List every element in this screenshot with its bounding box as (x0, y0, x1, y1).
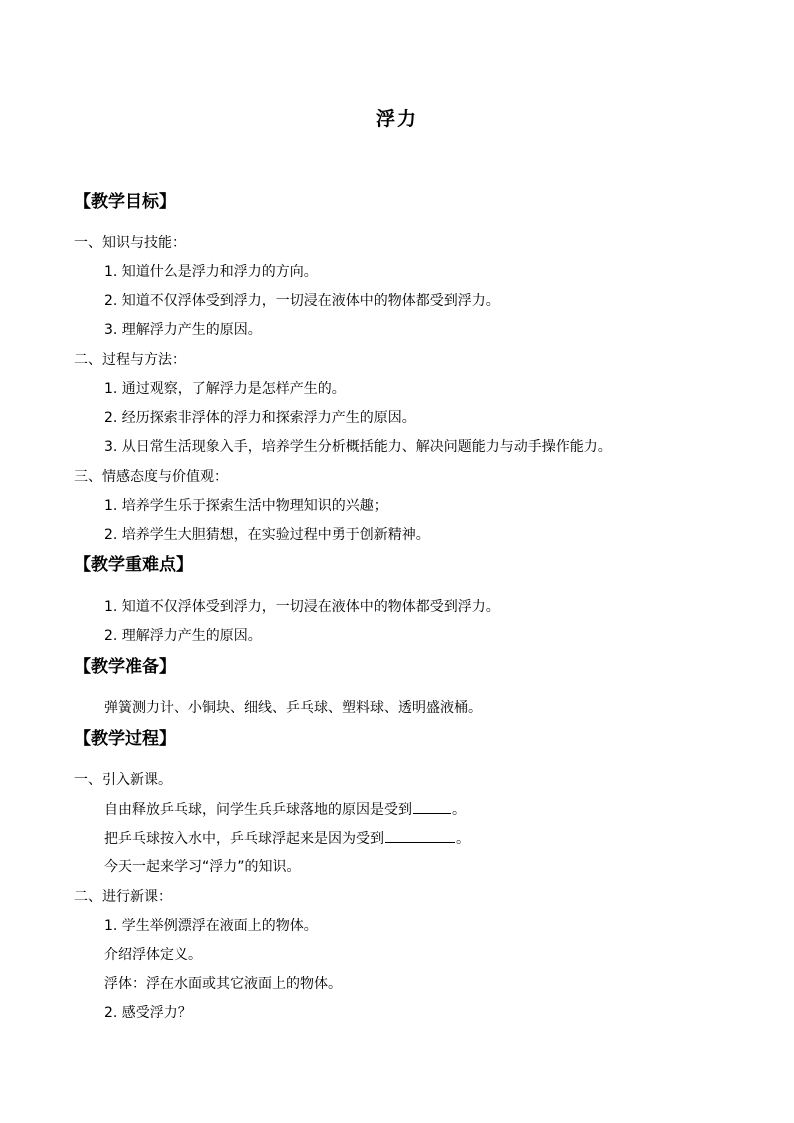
goals-process-item: 1. 通过观察，了解浮力是怎样产生的。 (104, 381, 346, 397)
section-heading-prep: 【教学准备】 (74, 657, 176, 677)
process-intro-line: 今天一起来学习“浮力”的知识。 (104, 859, 301, 875)
goals-process-item: 3. 从日常生活现象入手，培养学生分析概括能力、解决问题能力与动手操作能力。 (104, 439, 612, 455)
intro-line2-end: 。 (456, 831, 470, 847)
goals-knowledge-heading: 一、知识与技能： (74, 235, 186, 251)
section-heading-keypoints: 【教学重难点】 (74, 555, 193, 575)
process-new-heading: 二、进行新课： (74, 889, 172, 905)
intro-line2-text: 把乒乓球按入水中，乒乓球浮起来是因为受到 (104, 831, 384, 847)
fill-blank (385, 828, 455, 843)
process-new-item: 2. 感受浮力？ (104, 1005, 192, 1021)
section-heading-goals: 【教学目标】 (74, 192, 176, 212)
goals-knowledge-item: 1. 知道什么是浮力和浮力的方向。 (104, 264, 318, 280)
process-new-item: 浮体：浮在水面或其它液面上的物体。 (104, 976, 342, 992)
section-heading-process: 【教学过程】 (74, 729, 176, 749)
goals-attitude-item: 2. 培养学生大胆猜想，在实验过程中勇于创新精神。 (104, 527, 430, 543)
process-intro-line (104, 799, 466, 820)
process-new-item: 1. 学生举例漂浮在液面上的物体。 (104, 918, 318, 934)
process-intro-heading: 一、引入新课。 (74, 772, 172, 788)
process-new-item: 介绍浮体定义。 (104, 947, 202, 963)
fill-blank (413, 799, 451, 814)
goals-process-item: 2. 经历探索非浮体的浮力和探索浮力产生的原因。 (104, 410, 416, 426)
goals-attitude-heading: 三、情感态度与价值观： (74, 469, 228, 485)
goals-knowledge-item: 2. 知道不仅浮体受到浮力，一切浸在液体中的物体都受到浮力。 (104, 293, 500, 309)
intro-line1-end: 。 (452, 802, 466, 818)
keypoint-item: 1. 知道不仅浮体受到浮力，一切浸在液体中的物体都受到浮力。 (104, 599, 500, 615)
keypoint-item: 2. 理解浮力产生的原因。 (104, 628, 262, 644)
goals-attitude-item: 1. 培养学生乐于探索生活中物理知识的兴趣； (104, 498, 388, 514)
goals-process-heading: 二、过程与方法： (74, 352, 186, 368)
goals-knowledge-item: 3. 理解浮力产生的原因。 (104, 322, 262, 338)
intro-line1-text: 自由释放乒乓球，问学生兵乒球落地的原因是受到 (104, 802, 412, 818)
process-intro-line (104, 828, 470, 849)
document-title: 浮力 (375, 108, 418, 130)
prep-materials: 弹簧测力计、小铜块、细线、乒乓球、塑料球、透明盛液桶。 (104, 700, 482, 716)
